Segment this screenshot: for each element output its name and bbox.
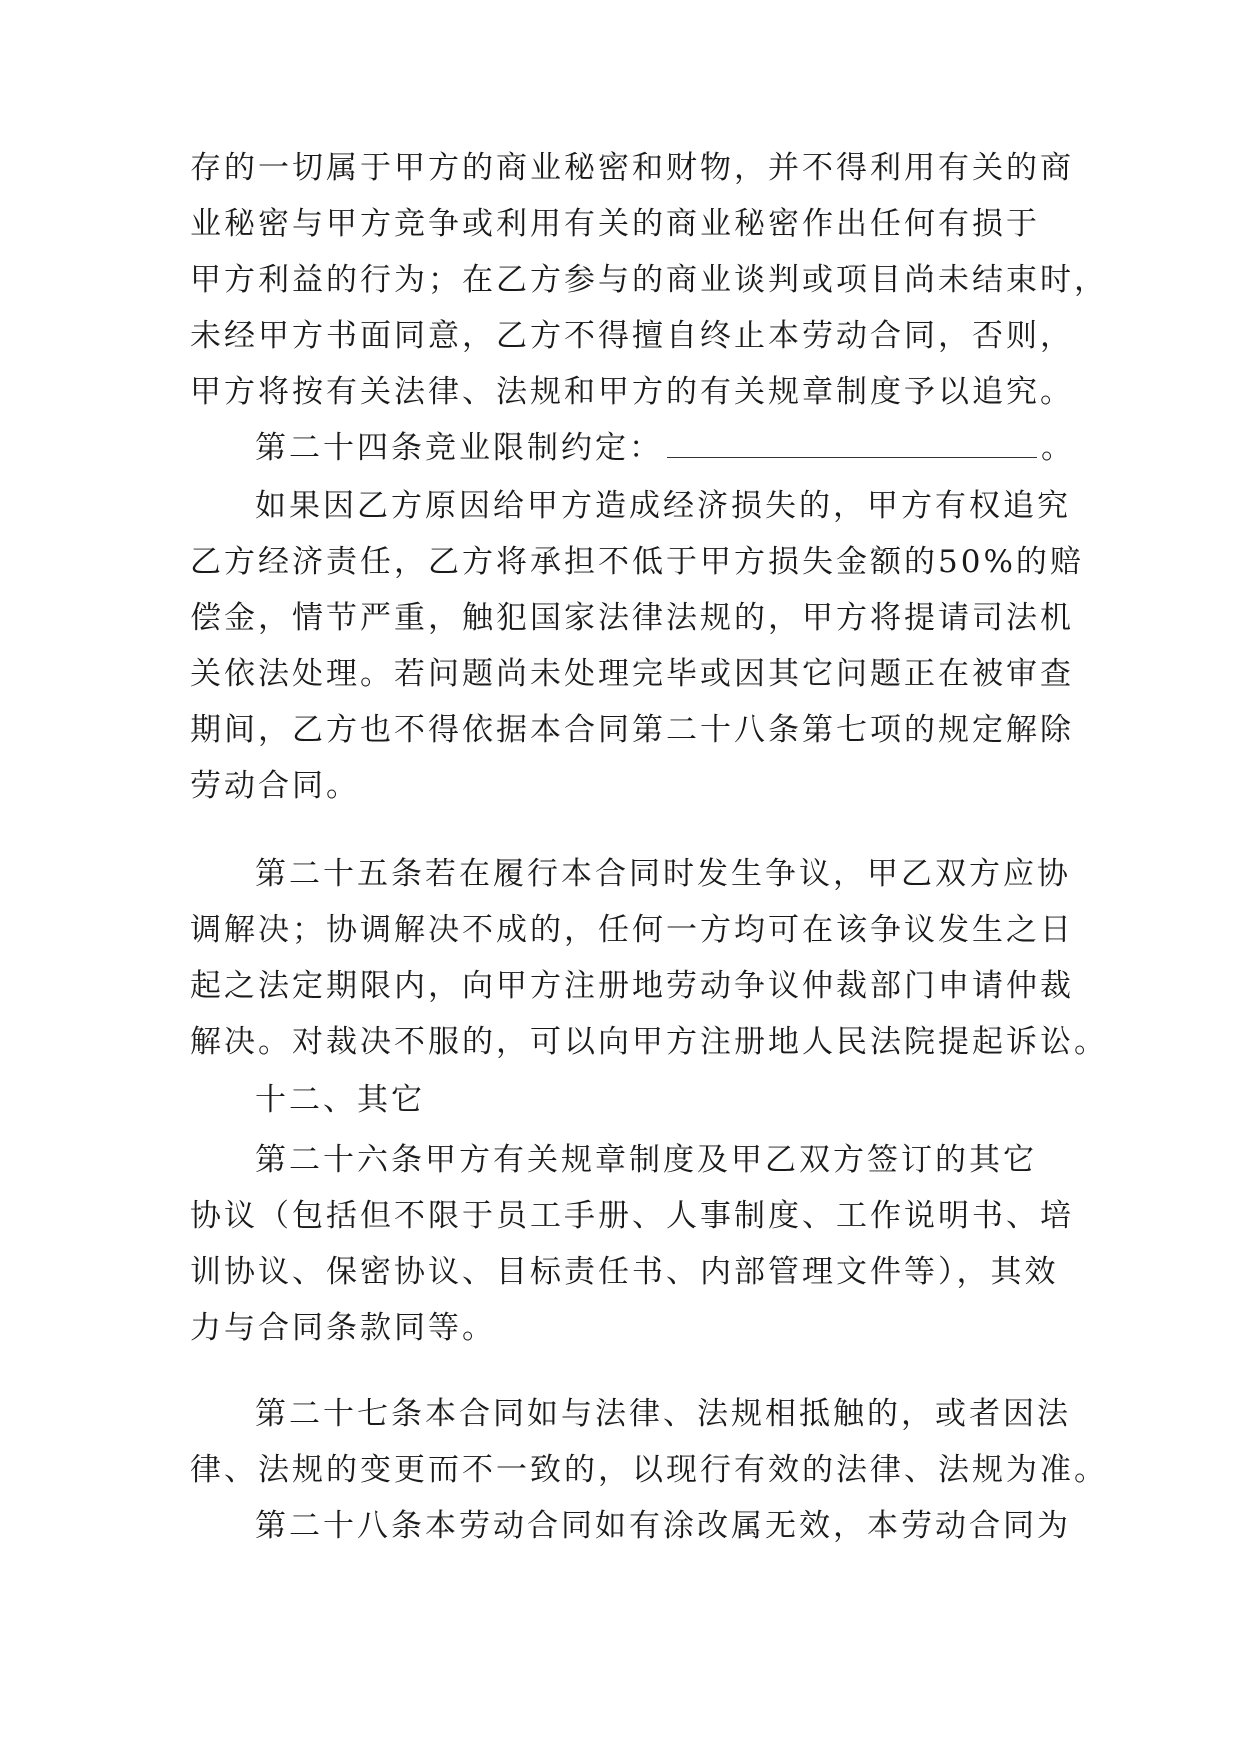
article-24-line [255, 428, 1155, 468]
text-line: 第二十五条若在履行本合同时发生争议，甲乙双方应协 [255, 856, 1071, 892]
text-line: 力与合同条款同等。 [190, 1310, 496, 1346]
text-line: 起之法定期限内，向甲方注册地劳动争议仲裁部门申请仲裁 [190, 968, 1074, 1004]
text-line: 业秘密与甲方竞争或利用有关的商业秘密作出任何有损于 [190, 206, 1040, 242]
text-line: 期间，乙方也不得依据本合同第二十八条第七项的规定解除 [190, 712, 1074, 748]
text-line: 存的一切属于甲方的商业秘密和财物，并不得利用有关的商 [190, 150, 1074, 186]
text-line: 关依法处理。若问题尚未处理完毕或因其它问题正在被审查 [190, 656, 1074, 692]
text-line: 训协议、保密协议、目标责任书、内部管理文件等），其效 [190, 1254, 1059, 1290]
text-line: 甲方利益的行为；在乙方参与的商业谈判或项目尚未结束时， [190, 262, 1108, 298]
text-line: 乙方经济责任，乙方将承担不低于甲方损失金额的50%的赔 [190, 544, 1084, 580]
section-heading: 十二、其它 [255, 1082, 425, 1118]
text-line: 第二十六条甲方有关规章制度及甲乙双方签订的其它 [255, 1142, 1037, 1178]
text-line: 调解决；协调解决不成的，任何一方均可在该争议发生之日 [190, 912, 1074, 948]
text-line: 第二十八条本劳动合同如有涂改属无效，本劳动合同为 [255, 1508, 1071, 1544]
article-24-label: 第二十四条竞业限制约定： [255, 430, 663, 466]
text-line: 解决。对裁决不服的，可以向甲方注册地人民法院提起诉讼。 [190, 1024, 1108, 1060]
text-line: 第二十七条本合同如与法律、法规相抵触的，或者因法 [255, 1396, 1071, 1432]
text-line: 未经甲方书面同意，乙方不得擅自终止本劳动合同，否则， [190, 318, 1074, 354]
fill-in-blank [667, 435, 1037, 458]
text-line: 偿金，情节严重，触犯国家法律法规的，甲方将提请司法机 [190, 600, 1074, 636]
text-line: 如果因乙方原因给甲方造成经济损失的，甲方有权追究 [255, 488, 1071, 524]
text-line: 协议（包括但不限于员工手册、人事制度、工作说明书、培 [190, 1198, 1074, 1234]
text-line: 律、法规的变更而不一致的，以现行有效的法律、法规为准。 [190, 1452, 1108, 1488]
article-24-end: 。 [1041, 430, 1075, 466]
text-line: 甲方将按有关法律、法规和甲方的有关规章制度予以追究。 [190, 374, 1074, 410]
text-line: 劳动合同。 [190, 768, 360, 804]
